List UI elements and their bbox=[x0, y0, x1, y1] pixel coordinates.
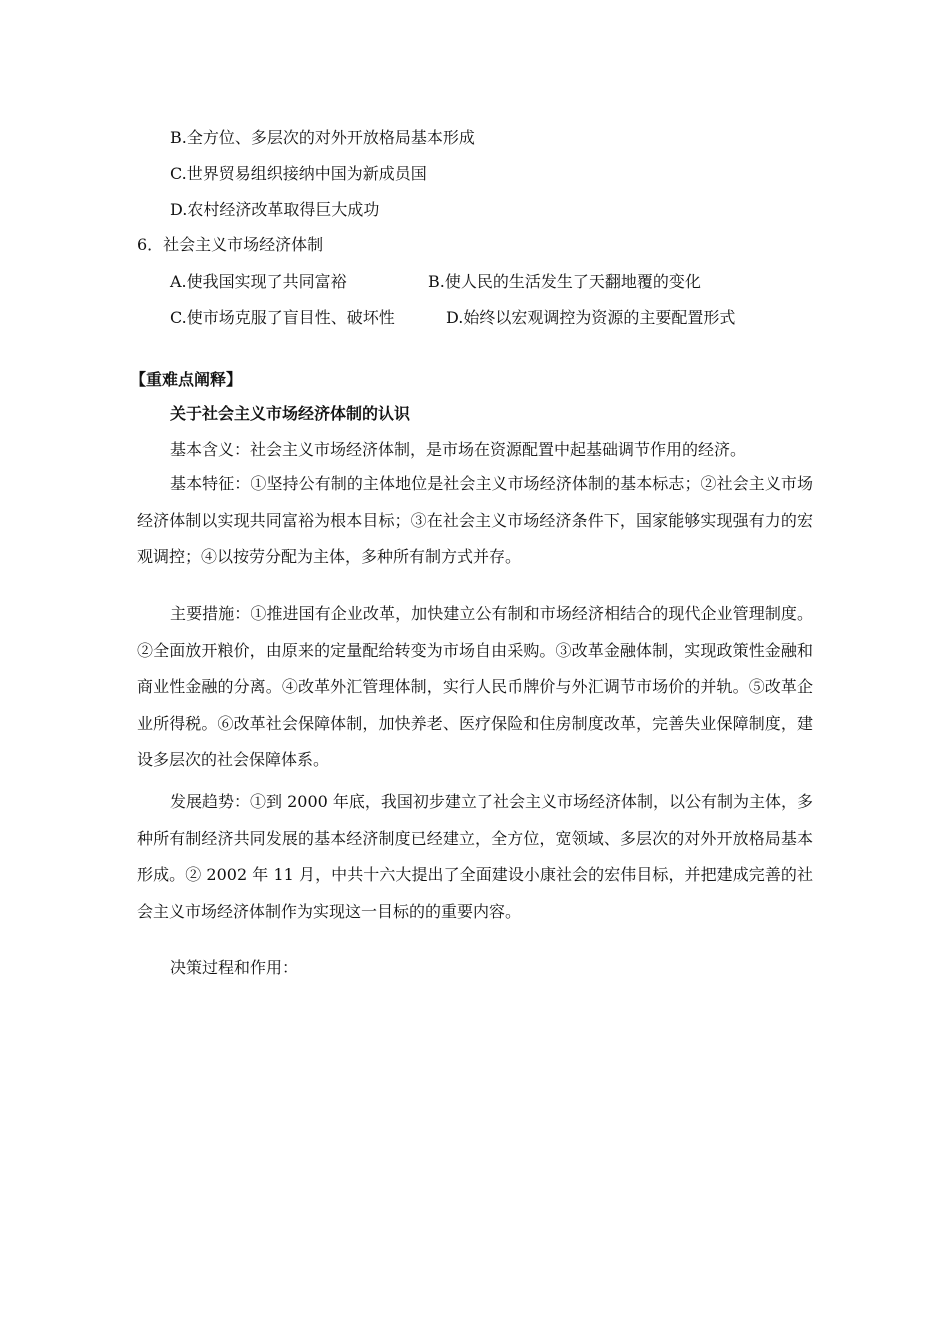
decision-process: 决策过程和作用： bbox=[170, 958, 299, 977]
basic-features: 基本特征：①坚持公有制的主体地位是社会主义市场经济体制的基本标志；②社会主义市场经济体制以实现共同富裕为根本目标；③在社会主义市场经济条件下，国家能够实现强有力的宏观调控；④以按劳分配为主体，多种所有制方式并存。 bbox=[137, 474, 813, 566]
main-measures: 主要措施：①推进国有企业改革，加快建立公有制和市场经济相结合的现代企业管理制度。②全面放开粮价，由原来的定量配给转变为市场自由采购。③改革金融体制，实现政策性金融和商业性金融的分离。④改革外汇管理体制，实行人民币牌价与外汇调节市场价的并轨。⑤改革企业所得税。⑥改革社会保障体制，加快养老、医疗保险和住房制度改革，完善失业保障制度，建设多层次的社会保障体系。 bbox=[137, 604, 813, 769]
q5-option-b: B.全方位、多层次的对外开放格局基本形成 bbox=[170, 128, 475, 147]
q6-option-a: A.使我国实现了共同富裕 bbox=[170, 272, 347, 291]
basic-meaning: 基本含义：社会主义市场经济体制，是市场在资源配置中起基础调节作用的经济。 bbox=[170, 440, 747, 459]
q6-option-d: D.始终以宏观调控为资源的主要配置形式 bbox=[446, 308, 736, 327]
development-trend: 发展趋势：①到 2000 年底，我国初步建立了社会主义市场经济体制，以公有制为主体，多种所有制经济共同发展的基本经济制度已经建立，全方位，宽领域、多层次的对外开放格局基本形成。② 2002 年 11 月，中共十六大提出了全面建设小康社会的宏伟目标，并把建成完善的社会主义市场经济体制作为实现这一目标的的重要内容。 bbox=[137, 792, 813, 921]
q6-option-c: C.使市场克服了盲目性、破坏性 bbox=[170, 308, 395, 327]
q6-option-b: B.使人民的生活发生了天翻地覆的变化 bbox=[428, 272, 701, 291]
q5-option-c: C.世界贸易组织接纳中国为新成员国 bbox=[170, 164, 427, 183]
q6-stem: 6．社会主义市场经济体制 bbox=[137, 235, 324, 254]
q5-option-d: D.农村经济改革取得巨大成功 bbox=[170, 200, 380, 219]
section-heading: 【重难点阐释】 bbox=[130, 370, 243, 389]
section-subheading: 关于社会主义市场经济体制的认识 bbox=[170, 404, 411, 423]
